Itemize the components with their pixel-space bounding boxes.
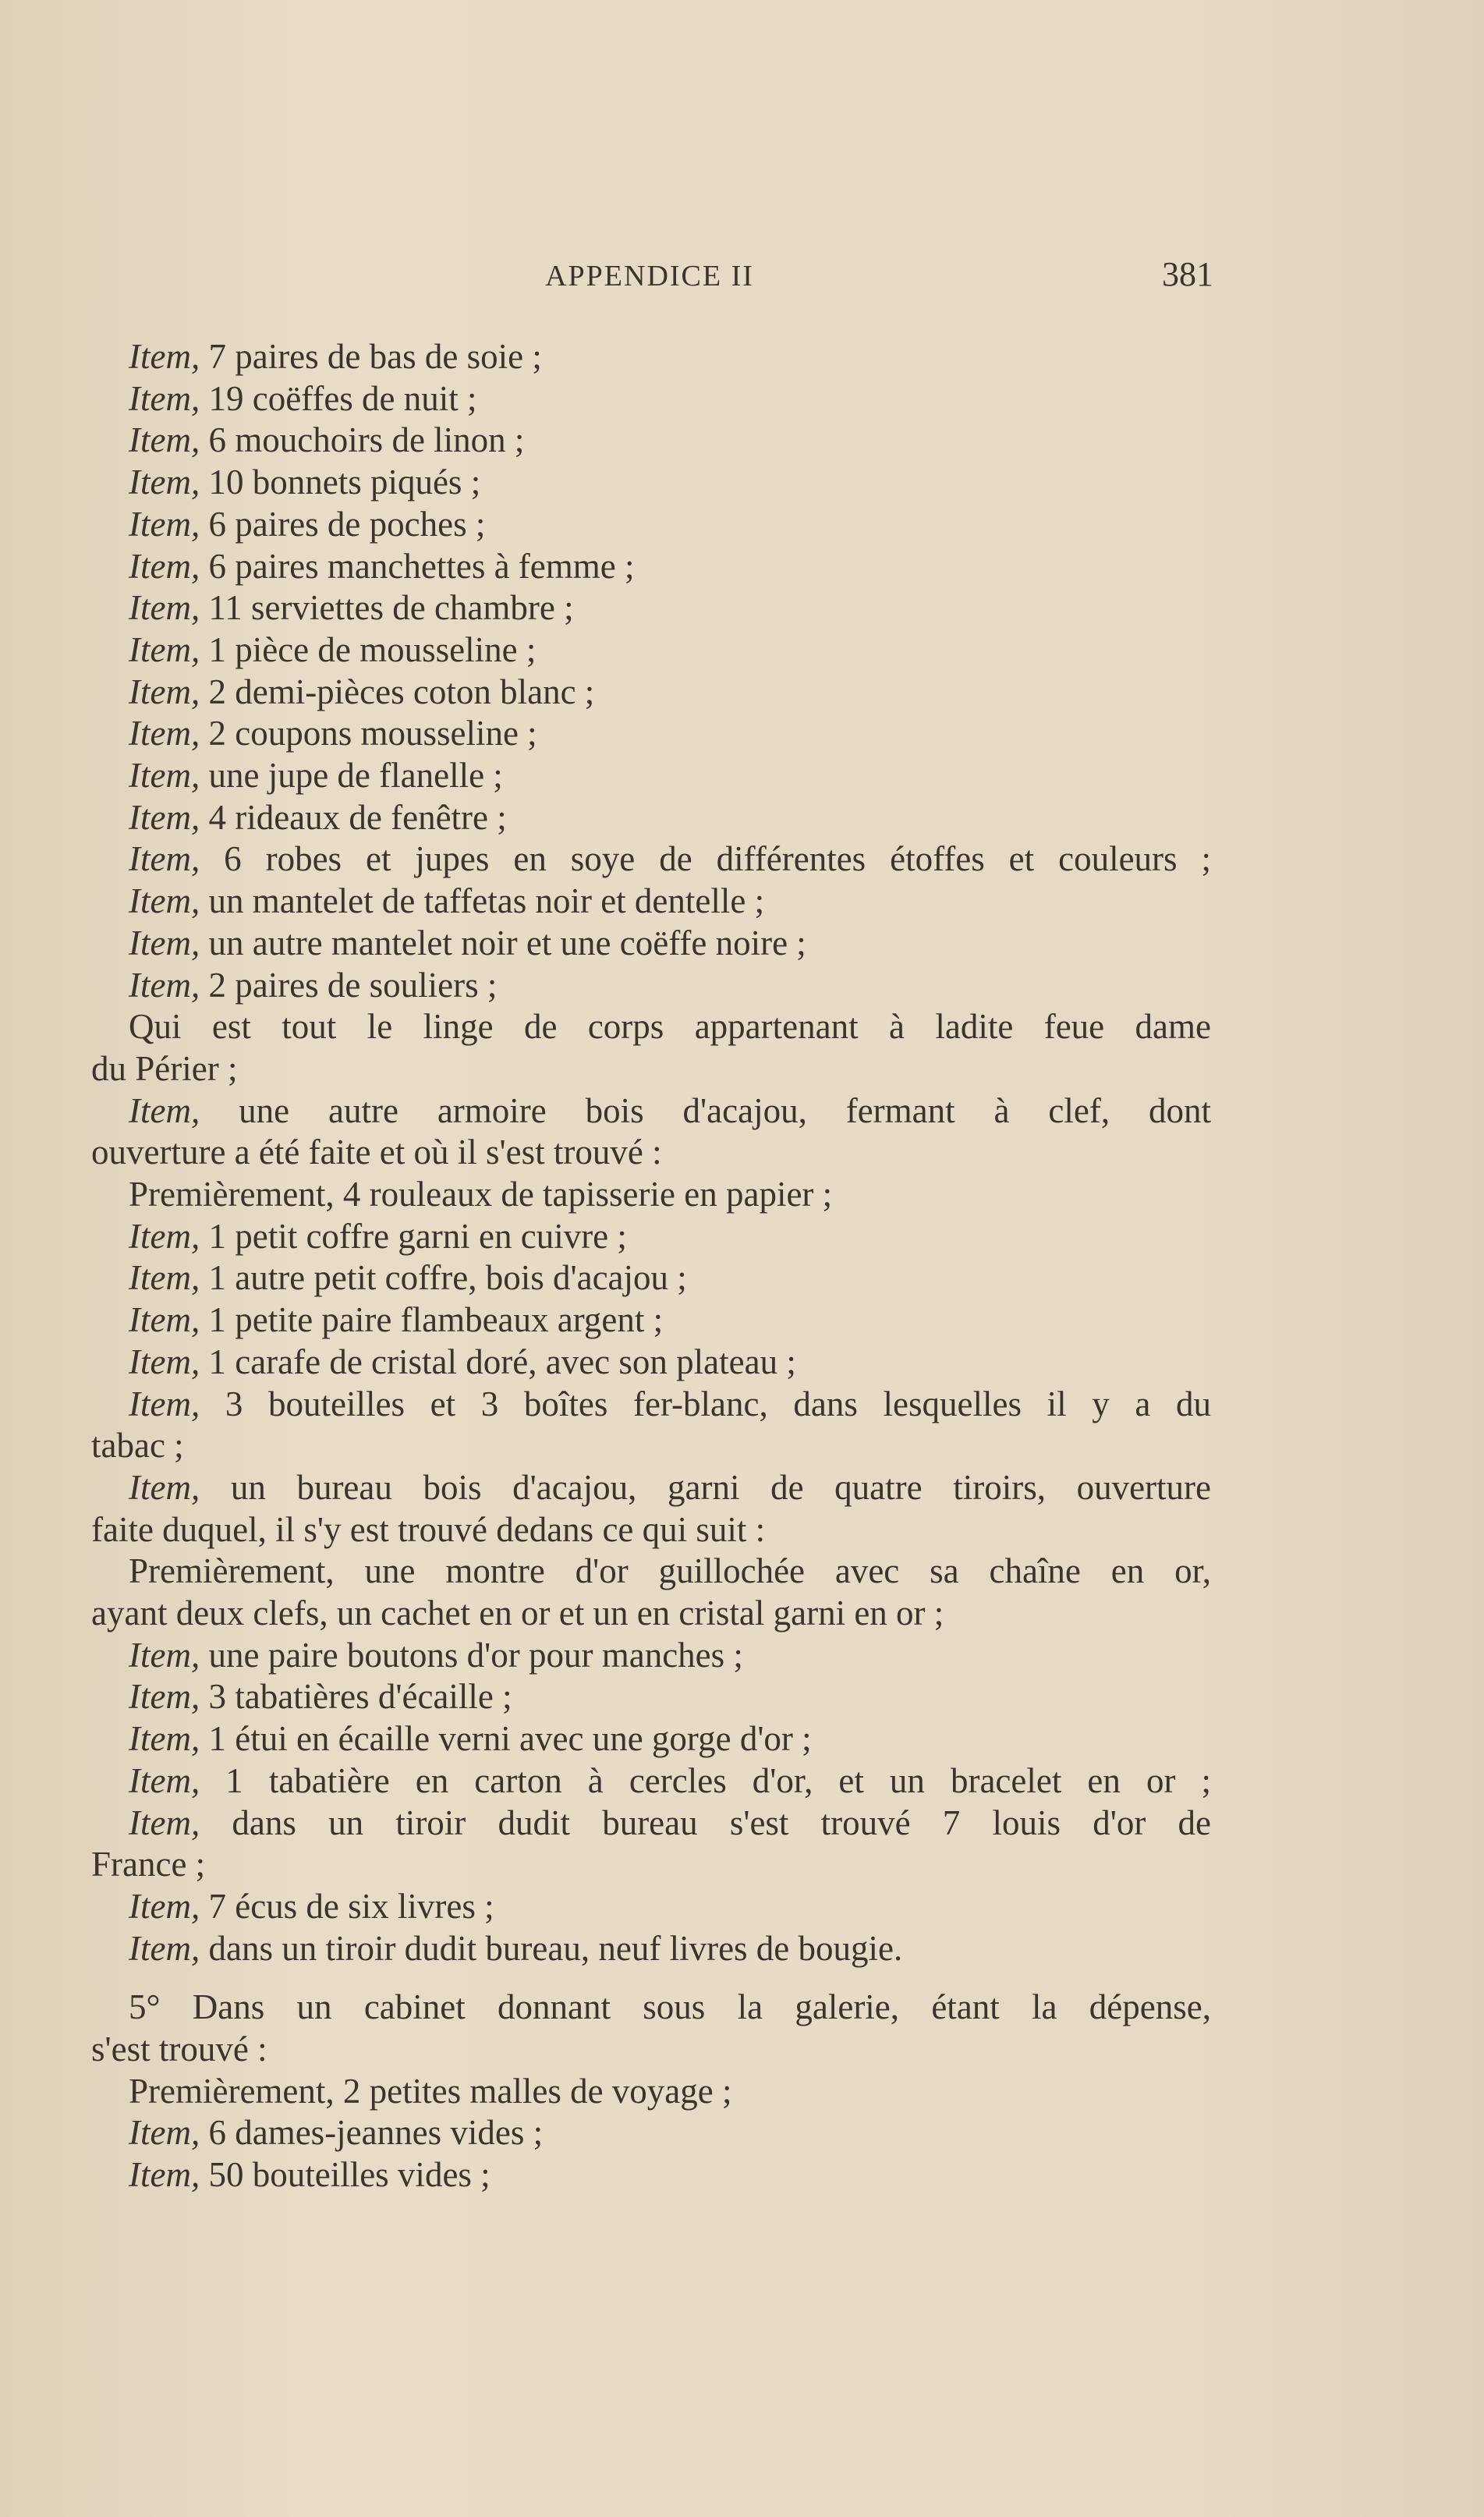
line-text: 11 serviettes de chambre ;	[200, 588, 574, 628]
line-text: un mantelet de taffetas noir et dentelle ;	[200, 881, 765, 921]
text-line	[91, 964, 1211, 1006]
item-label: Item,	[129, 463, 200, 502]
item-label: Item,	[129, 378, 200, 418]
text-line	[91, 2111, 1211, 2154]
line-text: Premièrement, 4 rouleaux de tapisserie en papier ;	[129, 1175, 833, 1214]
item-label: Item,	[129, 2113, 200, 2153]
line-text: une autre armoire bois d'acajou, fermant à clef, dont	[200, 1090, 1211, 1130]
line-text: 1 pièce de mousseline ;	[200, 629, 537, 669]
item-label: Item,	[129, 2155, 200, 2195]
text-line	[91, 1173, 1211, 1215]
line-text: un bureau bois d'acajou, garni de quatre tiroirs, ouverture	[200, 1467, 1211, 1507]
line-text: 1 petite paire flambeaux argent ;	[200, 1300, 664, 1340]
item-label: Item,	[129, 1886, 200, 1926]
line-text: 6 dames-jeannes vides ;	[200, 2113, 544, 2153]
line-text: Premièrement, une montre d'or guillochée avec sa chaîne en or,	[129, 1551, 1211, 1591]
line-text: faite duquel, il s'y est trouvé dedans ce qui suit :	[91, 1509, 766, 1549]
item-label: Item,	[129, 1635, 200, 1675]
line-text: 5° Dans un cabinet donnant sous la galerie, étant la dépense,	[129, 1987, 1211, 2027]
text-line	[91, 1675, 1211, 1718]
line-text: France ;	[91, 1845, 206, 1884]
item-label: Item,	[129, 1677, 200, 1717]
text-line	[91, 1341, 1211, 1383]
item-label: Item,	[129, 1090, 200, 1130]
line-text: tabac ;	[91, 1426, 184, 1466]
text-line	[91, 1090, 1211, 1132]
item-label: Item,	[129, 546, 200, 586]
item-label: Item,	[129, 965, 200, 1005]
line-text: Premièrement, 2 petites malles de voyage ;	[129, 2071, 732, 2111]
item-label: Item,	[129, 1760, 200, 1800]
text-line	[91, 754, 1211, 796]
text-line	[91, 1634, 1211, 1676]
text-line	[91, 796, 1211, 838]
line-text: 7 paires de bas de soie ;	[200, 337, 542, 376]
line-text: Qui est tout le linge de corps appartenant à ladite feue dame	[129, 1007, 1211, 1047]
text-line	[91, 880, 1211, 922]
line-text: 6 robes et jupes en soye de différentes étoffes et couleurs ;	[200, 839, 1211, 879]
text-line	[91, 378, 1211, 420]
item-label: Item,	[129, 1803, 200, 1842]
text-line	[91, 1843, 1211, 1885]
line-text: 19 coëffes de nuit ;	[200, 378, 477, 418]
line-text: 1 petit coffre garni en cuivre ;	[200, 1216, 627, 1256]
text-line	[91, 922, 1211, 964]
text-line	[91, 1048, 1211, 1090]
text-line	[91, 1760, 1211, 1802]
page-number: 381	[1162, 255, 1213, 293]
item-label: Item,	[129, 1342, 200, 1381]
line-text: 1 étui en écaille verni avec une gorge d'or ;	[200, 1719, 812, 1759]
item-label: Item,	[129, 1384, 200, 1423]
line-text: 1 carafe de cristal doré, avec son plateau ;	[200, 1342, 796, 1381]
text-line	[91, 1550, 1211, 1592]
item-label: Item,	[129, 1216, 200, 1256]
line-text: ayant deux clefs, un cachet en or et un en cristal garni en or ;	[91, 1594, 944, 1633]
item-label: Item,	[129, 839, 200, 879]
text-line	[91, 671, 1211, 713]
text-line	[91, 1986, 1211, 2028]
text-line	[91, 545, 1211, 587]
line-text: 3 bouteilles et 3 boîtes fer-blanc, dans lesquelles il y a du	[200, 1384, 1211, 1423]
item-label: Item,	[129, 923, 200, 962]
text-line	[91, 503, 1211, 545]
line-text: 6 paires manchettes à femme ;	[200, 546, 635, 586]
text-line	[91, 1005, 1211, 1048]
line-text: 10 bonnets piqués ;	[200, 463, 481, 502]
line-text: 2 paires de souliers ;	[200, 965, 498, 1005]
text-line	[91, 2154, 1211, 2196]
text-line	[91, 1299, 1211, 1341]
item-label: Item,	[129, 714, 200, 753]
line-text: 7 écus de six livres ;	[200, 1886, 494, 1926]
text-line	[91, 1718, 1211, 1760]
text-line	[91, 461, 1211, 503]
item-label: Item,	[129, 797, 200, 837]
line-text: 6 paires de poches ;	[200, 504, 486, 544]
item-label: Item,	[129, 1928, 200, 1968]
text-line	[91, 1508, 1211, 1551]
line-text: 1 autre petit coffre, bois d'acajou ;	[200, 1258, 687, 1298]
item-label: Item,	[129, 337, 200, 376]
item-label: Item,	[129, 588, 200, 628]
text-line	[91, 335, 1211, 378]
text-line	[91, 1383, 1211, 1425]
item-label: Item,	[129, 672, 200, 711]
item-label: Item,	[129, 1719, 200, 1759]
text-line	[91, 1131, 1211, 1173]
line-text: 2 demi-pièces coton blanc ;	[200, 672, 595, 711]
line-text: un autre mantelet noir et une coëffe noire ;	[200, 923, 806, 962]
item-label: Item,	[129, 1258, 200, 1298]
line-text: 4 rideaux de fenêtre ;	[200, 797, 507, 837]
text-line	[91, 1802, 1211, 1844]
line-text: 50 bouteilles vides ;	[200, 2155, 491, 2195]
item-label: Item,	[129, 629, 200, 669]
item-label: Item,	[129, 504, 200, 544]
line-text: 1 tabatière en carton à cercles d'or, et un bracelet en or ;	[200, 1760, 1211, 1800]
line-text: 3 tabatières d'écaille ;	[200, 1677, 512, 1717]
text-line	[91, 1257, 1211, 1299]
running-title: APPENDICE II	[545, 260, 754, 292]
text-line	[91, 1424, 1211, 1466]
line-text: du Périer ;	[91, 1048, 238, 1088]
line-text: dans un tiroir dudit bureau s'est trouvé 7 louis d'or de	[200, 1803, 1211, 1842]
item-label: Item,	[129, 1467, 200, 1507]
text-line	[91, 1885, 1211, 1927]
text-line	[91, 629, 1211, 671]
line-text: 6 mouchoirs de linon ;	[200, 420, 525, 460]
text-line	[91, 2070, 1211, 2112]
item-label: Item,	[129, 1300, 200, 1340]
item-label: Item,	[129, 756, 200, 795]
line-text: une paire boutons d'or pour manches ;	[200, 1635, 743, 1675]
item-label: Item,	[129, 881, 200, 921]
text-line	[91, 419, 1211, 461]
text-line	[91, 1466, 1211, 1508]
text-line	[91, 1215, 1211, 1257]
text-line	[91, 2028, 1211, 2070]
line-text: s'est trouvé :	[91, 2030, 267, 2069]
line-text: 2 coupons mousseline ;	[200, 714, 537, 753]
text-line	[91, 587, 1211, 629]
text-line	[91, 712, 1211, 754]
text-line	[91, 1927, 1211, 1969]
text-line	[91, 838, 1211, 880]
text-line	[91, 1592, 1211, 1634]
line-text: une jupe de flanelle ;	[200, 756, 503, 795]
line-text: dans un tiroir dudit bureau, neuf livres de bougie.	[200, 1928, 903, 1968]
item-label: Item,	[129, 420, 200, 460]
line-text: ouverture a été faite et où il s'est trouvé :	[91, 1133, 662, 1172]
